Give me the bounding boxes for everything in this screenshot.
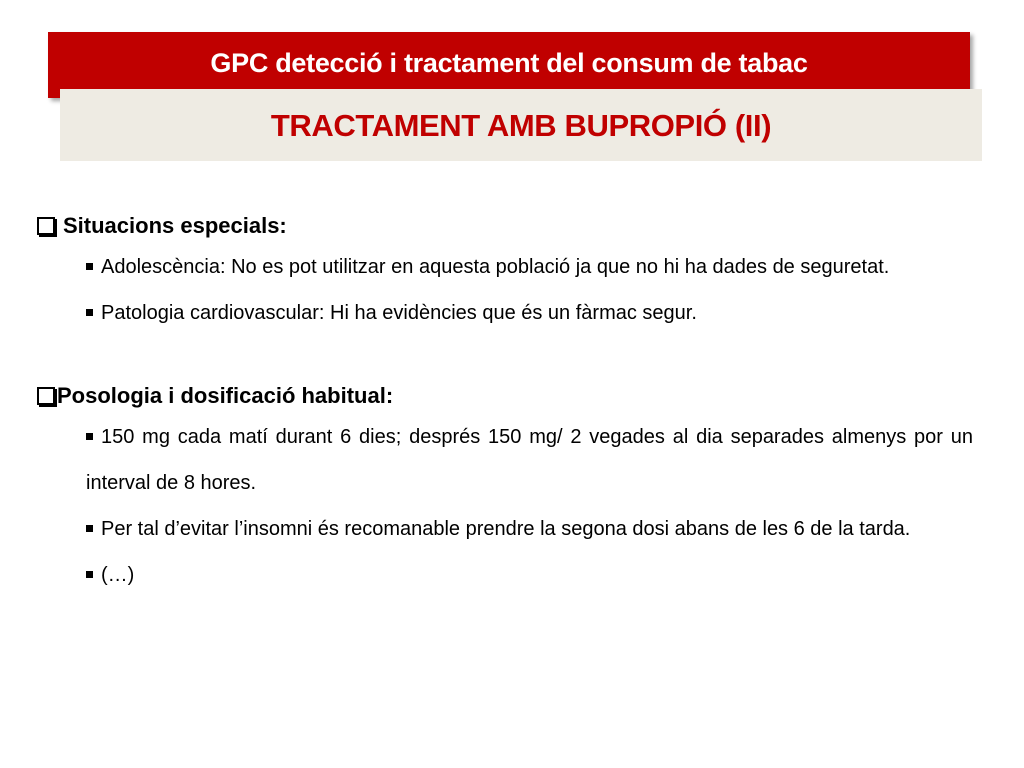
list-item [86, 506, 973, 552]
list-item-text: Per tal d’evitar l’insomni és recomanable prendre la segona dosi abans de les 6 de la tarda. [101, 518, 911, 540]
square-bullet-icon [86, 571, 93, 578]
section-heading [37, 208, 973, 244]
page-title: GPC detecció i tractament del consum de tabac [210, 48, 808, 78]
section-special-situations [37, 208, 973, 336]
section-dosage [37, 378, 973, 598]
list-item-text: Patologia cardiovascular: Hi ha evidències que és un fàrmac segur. [101, 302, 697, 324]
list-item-text: (…) [101, 564, 135, 586]
section-heading [37, 378, 973, 414]
square-bullet-icon [86, 263, 93, 270]
checkbox-bullet-icon [37, 387, 55, 405]
section-heading-text: Posologia i dosificació habitual: [57, 383, 394, 408]
list-item-text: Adolescència: No es pot utilitzar en aquesta població ja que no hi ha dades de seguretat. [101, 256, 890, 278]
list-item [86, 552, 973, 598]
list-item [86, 290, 973, 336]
checkbox-bullet-icon [37, 217, 55, 235]
square-bullet-icon [86, 525, 93, 532]
slide-content [37, 208, 973, 598]
list-item [86, 244, 973, 290]
square-bullet-icon [86, 433, 93, 440]
square-bullet-icon [86, 309, 93, 316]
slide-title: TRACTAMENT AMB BUPROPIÓ (II) [270, 108, 772, 143]
list-item [86, 414, 973, 506]
section-heading-text: Situacions especials: [63, 213, 287, 238]
subheader-banner [60, 89, 982, 161]
list-item-text: 150 mg cada matí durant 6 dies; després 150 mg/ 2 vegades al dia separades almenys por un interval de 8 hores. [86, 426, 973, 494]
